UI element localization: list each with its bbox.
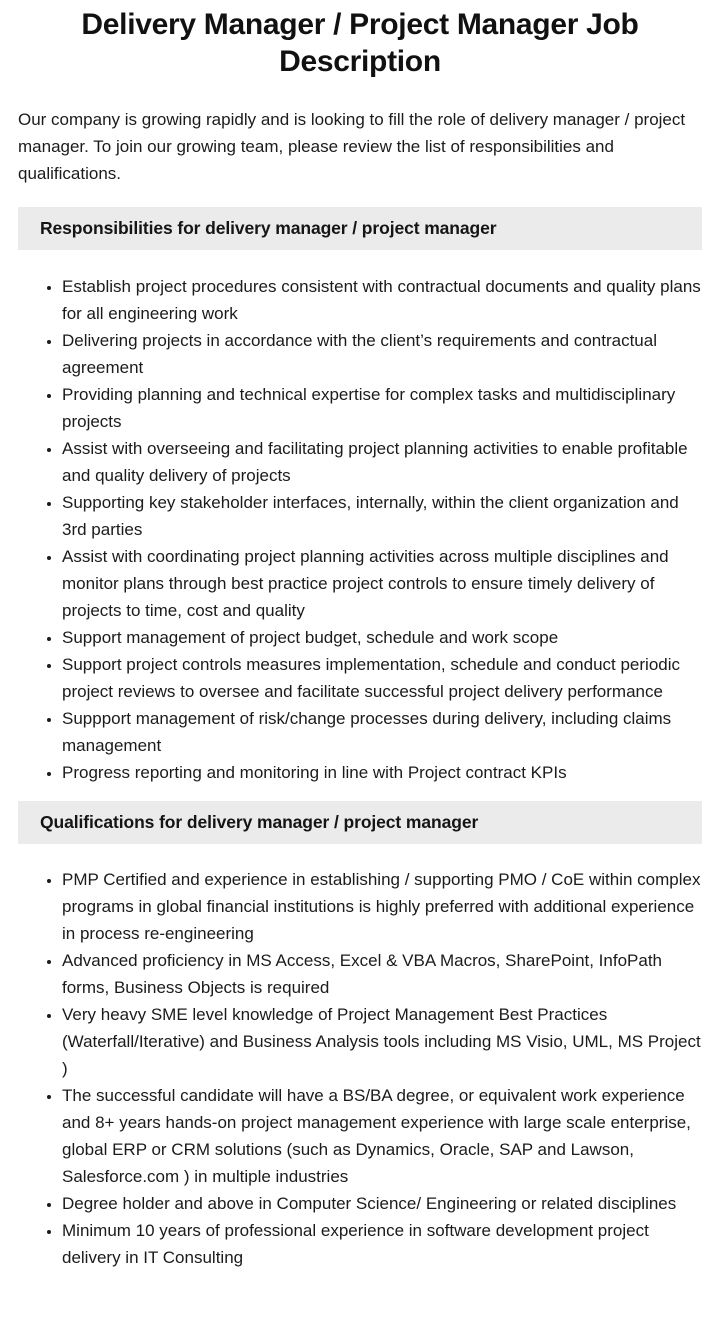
list-item: • Very heavy SME level knowledge of Project Management Best Practices (Waterfall/Iterative) and Business Analysis tools including MS Visio, UML, MS Project ) xyxy=(62,1001,702,1082)
list-item: • Advanced proficiency in MS Access, Excel & VBA Macros, SharePoint, InfoPath forms, Business Objects is required xyxy=(62,947,702,1001)
qualifications-section-header xyxy=(18,801,702,844)
page-title: Delivery Manager / Project Manager Job Description xyxy=(81,8,639,78)
list-item: • Assist with overseeing and facilitating project planning activities to enable profitable and quality delivery of projects xyxy=(62,435,702,489)
list-item: • Degree holder and above in Computer Science/ Engineering or related disciplines xyxy=(62,1190,702,1217)
list-item: • Support project controls measures implementation, schedule and conduct periodic project reviews to oversee and facilitate successful project delivery performance xyxy=(62,651,702,705)
qualifications-list xyxy=(0,866,702,1271)
list-item: • Delivering projects in accordance with the client’s requirements and contractual agreement xyxy=(62,327,702,381)
list-item: • Progress reporting and monitoring in line with Project contract KPIs xyxy=(62,759,702,786)
list-item: • PMP Certified and experience in establishing / supporting PMO / CoE within complex programs in global financial institutions is highly preferred with additional experience in process re-engineering xyxy=(62,866,702,947)
intro-paragraph: Our company is growing rapidly and is looking to fill the role of delivery manager / project manager. To join our growing team, please review the list of responsibilities and qualifications. xyxy=(18,110,686,183)
responsibilities-heading: Responsibilities for delivery manager / project manager xyxy=(40,218,497,238)
list-item: • Establish project procedures consistent with contractual documents and quality plans for all engineering work xyxy=(62,273,702,327)
list-item: • Support management of project budget, schedule and work scope xyxy=(62,624,702,651)
responsibilities-list xyxy=(0,273,702,786)
list-item: • Suppport management of risk/change processes during delivery, including claims management xyxy=(62,705,702,759)
qualifications-heading: Qualifications for delivery manager / project manager xyxy=(40,812,479,832)
responsibilities-section-header xyxy=(18,207,702,250)
list-item: • Providing planning and technical expertise for complex tasks and multidisciplinary projects xyxy=(62,381,702,435)
list-item: • Supporting key stakeholder interfaces, internally, within the client organization and 3rd parties xyxy=(62,489,702,543)
list-item: • Assist with coordinating project planning activities across multiple disciplines and monitor plans through best practice project controls to ensure timely delivery of projects to time, cost and quality xyxy=(62,543,702,624)
list-item: • Minimum 10 years of professional experience in software development project delivery in IT Consulting xyxy=(62,1217,702,1271)
list-item: • The successful candidate will have a BS/BA degree, or equivalent work experience and 8+ years hands-on project management experience with large scale enterprise, global ERP or CRM solutions (such as Dynamics, Oracle, SAP and Lawson, Salesforce.com ) in multiple industries xyxy=(62,1082,702,1190)
